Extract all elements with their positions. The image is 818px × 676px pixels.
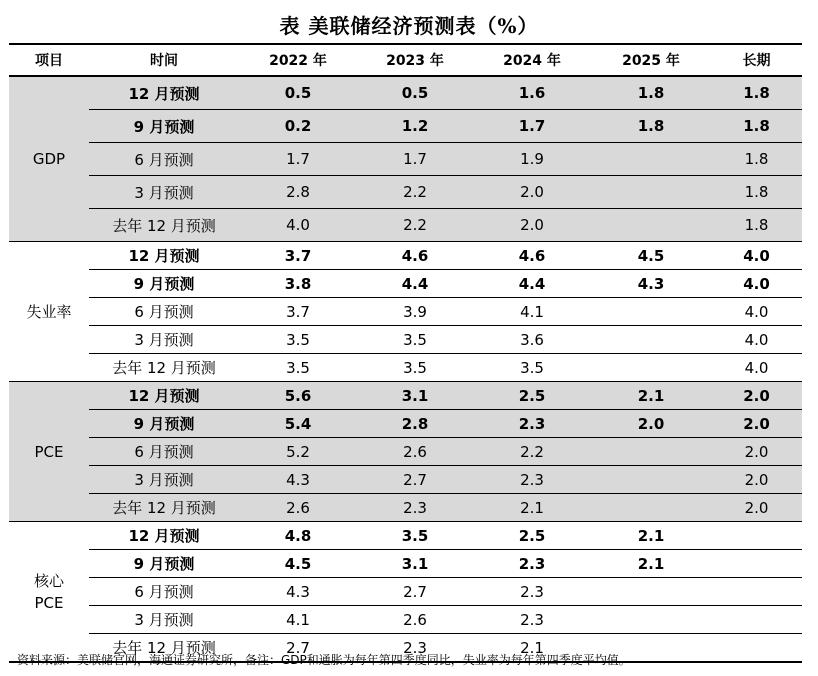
period-cell: 3 月预测 (89, 466, 239, 494)
value-cell (591, 578, 711, 606)
forecast-table (9, 43, 802, 663)
value-cell: 5.6 (239, 382, 357, 410)
table-row (9, 466, 802, 494)
table-row (9, 209, 802, 242)
value-cell: 4.3 (591, 270, 711, 298)
table-row (9, 270, 802, 298)
value-cell: 4.6 (473, 242, 591, 270)
value-cell: 3.7 (239, 298, 357, 326)
period-cell: 3 月预测 (89, 606, 239, 634)
value-cell: 1.6 (473, 76, 591, 110)
header-2022: 2022 年 (239, 44, 357, 76)
period-cell: 12 月预测 (89, 242, 239, 270)
value-cell: 2.0 (711, 494, 802, 522)
value-cell: 4.0 (711, 270, 802, 298)
period-cell: 6 月预测 (89, 143, 239, 176)
value-cell (591, 494, 711, 522)
value-cell (591, 438, 711, 466)
value-cell: 2.0 (473, 209, 591, 242)
value-cell: 5.2 (239, 438, 357, 466)
table-row (9, 354, 802, 382)
value-cell: 0.5 (357, 76, 473, 110)
category-cell (9, 522, 89, 663)
value-cell: 4.0 (711, 298, 802, 326)
value-cell (591, 176, 711, 209)
value-cell (711, 550, 802, 578)
value-cell: 3.9 (357, 298, 473, 326)
value-cell: 4.4 (357, 270, 473, 298)
value-cell: 1.7 (357, 143, 473, 176)
value-cell: 3.5 (239, 326, 357, 354)
value-cell (711, 522, 802, 550)
value-cell: 4.0 (711, 354, 802, 382)
value-cell: 2.0 (591, 410, 711, 438)
value-cell: 1.8 (711, 209, 802, 242)
value-cell: 2.0 (711, 382, 802, 410)
table-row (9, 326, 802, 354)
category-label: PCE (34, 593, 64, 612)
value-cell: 2.2 (473, 438, 591, 466)
header-2025: 2025 年 (591, 44, 711, 76)
value-cell: 1.9 (473, 143, 591, 176)
value-cell: 2.3 (473, 410, 591, 438)
table-row (9, 242, 802, 270)
value-cell: 2.1 (591, 382, 711, 410)
value-cell: 2.3 (473, 606, 591, 634)
value-cell: 2.2 (357, 209, 473, 242)
table-row (9, 143, 802, 176)
period-cell: 去年 12 月预测 (89, 494, 239, 522)
header-long-run: 长期 (711, 44, 802, 76)
value-cell: 3.6 (473, 326, 591, 354)
source-note: 资料来源：美联储官网，海通证券研究所，备注：GDP和通胀为每年第四季度同比，失业率为每年第四季度平均值。 (17, 653, 631, 667)
category-label: 核心 (33, 571, 64, 590)
value-cell: 4.3 (239, 466, 357, 494)
value-cell: 2.0 (473, 176, 591, 209)
value-cell: 2.0 (711, 438, 802, 466)
table-row (9, 76, 802, 110)
value-cell: 2.7 (357, 578, 473, 606)
value-cell: 3.8 (239, 270, 357, 298)
value-cell: 1.7 (473, 110, 591, 143)
value-cell (711, 578, 802, 606)
period-cell: 去年 12 月预测 (89, 354, 239, 382)
value-cell: 4.1 (239, 606, 357, 634)
value-cell (591, 209, 711, 242)
value-cell: 2.3 (473, 550, 591, 578)
value-cell: 4.0 (711, 242, 802, 270)
value-cell: 3.1 (357, 550, 473, 578)
value-cell: 0.2 (239, 110, 357, 143)
value-cell: 2.0 (711, 410, 802, 438)
table-row (9, 606, 802, 634)
table-body (9, 76, 802, 662)
table-row (9, 382, 802, 410)
value-cell: 3.5 (357, 326, 473, 354)
table-row (9, 110, 802, 143)
value-cell: 2.8 (357, 410, 473, 438)
value-cell (591, 466, 711, 494)
value-cell: 2.7 (239, 634, 357, 663)
value-cell: 4.6 (357, 242, 473, 270)
value-cell: 2.1 (473, 634, 591, 663)
value-cell: 2.6 (357, 606, 473, 634)
value-cell: 0.5 (239, 76, 357, 110)
table-row (9, 176, 802, 209)
header-2023: 2023 年 (357, 44, 473, 76)
period-cell: 9 月预测 (89, 550, 239, 578)
value-cell: 3.7 (239, 242, 357, 270)
category-cell (9, 382, 89, 522)
value-cell: 4.5 (239, 550, 357, 578)
category-label: GDP (32, 150, 66, 168)
value-cell: 2.3 (473, 466, 591, 494)
value-cell: 4.3 (239, 578, 357, 606)
value-cell (711, 606, 802, 634)
period-cell: 去年 12 月预测 (89, 209, 239, 242)
value-cell: 4.5 (591, 242, 711, 270)
value-cell (591, 354, 711, 382)
value-cell: 2.1 (591, 550, 711, 578)
table-row (9, 438, 802, 466)
period-cell: 9 月预测 (89, 410, 239, 438)
value-cell: 3.5 (357, 354, 473, 382)
header-period: 时间 (89, 44, 239, 76)
value-cell (591, 326, 711, 354)
value-cell (591, 298, 711, 326)
period-cell: 6 月预测 (89, 438, 239, 466)
table-row (9, 494, 802, 522)
value-cell: 5.4 (239, 410, 357, 438)
value-cell: 1.2 (357, 110, 473, 143)
value-cell: 2.3 (357, 634, 473, 663)
value-cell (591, 143, 711, 176)
period-cell: 9 月预测 (89, 270, 239, 298)
header-2024: 2024 年 (473, 44, 591, 76)
period-cell: 3 月预测 (89, 326, 239, 354)
value-cell: 2.1 (591, 522, 711, 550)
category-cell (9, 242, 89, 382)
table-row (9, 550, 802, 578)
value-cell: 3.5 (473, 354, 591, 382)
value-cell: 4.4 (473, 270, 591, 298)
category-cell (9, 76, 89, 242)
category-label: 失业率 (26, 302, 72, 321)
value-cell: 1.8 (711, 143, 802, 176)
value-cell: 2.6 (357, 438, 473, 466)
value-cell: 3.5 (239, 354, 357, 382)
value-cell: 2.2 (357, 176, 473, 209)
table-row (9, 578, 802, 606)
period-cell: 9 月预测 (89, 110, 239, 143)
value-cell: 2.0 (711, 466, 802, 494)
value-cell: 1.8 (711, 176, 802, 209)
value-cell: 1.8 (591, 110, 711, 143)
value-cell: 1.8 (711, 76, 802, 110)
table-row (9, 522, 802, 550)
period-cell: 3 月预测 (89, 176, 239, 209)
value-cell: 2.7 (357, 466, 473, 494)
period-cell: 6 月预测 (89, 578, 239, 606)
value-cell: 1.7 (239, 143, 357, 176)
category-label: PCE (34, 442, 64, 461)
value-cell (591, 606, 711, 634)
value-cell: 4.0 (711, 326, 802, 354)
value-cell: 1.8 (591, 76, 711, 110)
value-cell: 1.8 (711, 110, 802, 143)
value-cell: 2.5 (473, 522, 591, 550)
period-cell: 12 月预测 (89, 522, 239, 550)
table-row (9, 298, 802, 326)
table-title: 表 美联储经济预测表（%） (279, 14, 539, 38)
table-row (9, 410, 802, 438)
value-cell (711, 634, 802, 663)
value-cell: 4.8 (239, 522, 357, 550)
value-cell: 2.8 (239, 176, 357, 209)
value-cell: 3.1 (357, 382, 473, 410)
period-cell: 12 月预测 (89, 76, 239, 110)
value-cell: 2.3 (357, 494, 473, 522)
value-cell: 4.1 (473, 298, 591, 326)
value-cell: 3.5 (357, 522, 473, 550)
value-cell: 2.3 (473, 578, 591, 606)
period-cell: 12 月预测 (89, 382, 239, 410)
period-cell: 6 月预测 (89, 298, 239, 326)
header-item: 项目 (9, 44, 89, 76)
value-cell: 2.1 (473, 494, 591, 522)
value-cell: 4.0 (239, 209, 357, 242)
value-cell: 2.5 (473, 382, 591, 410)
header-row (9, 44, 802, 76)
value-cell: 2.6 (239, 494, 357, 522)
period-cell: 去年 12 月预测 (89, 634, 239, 663)
